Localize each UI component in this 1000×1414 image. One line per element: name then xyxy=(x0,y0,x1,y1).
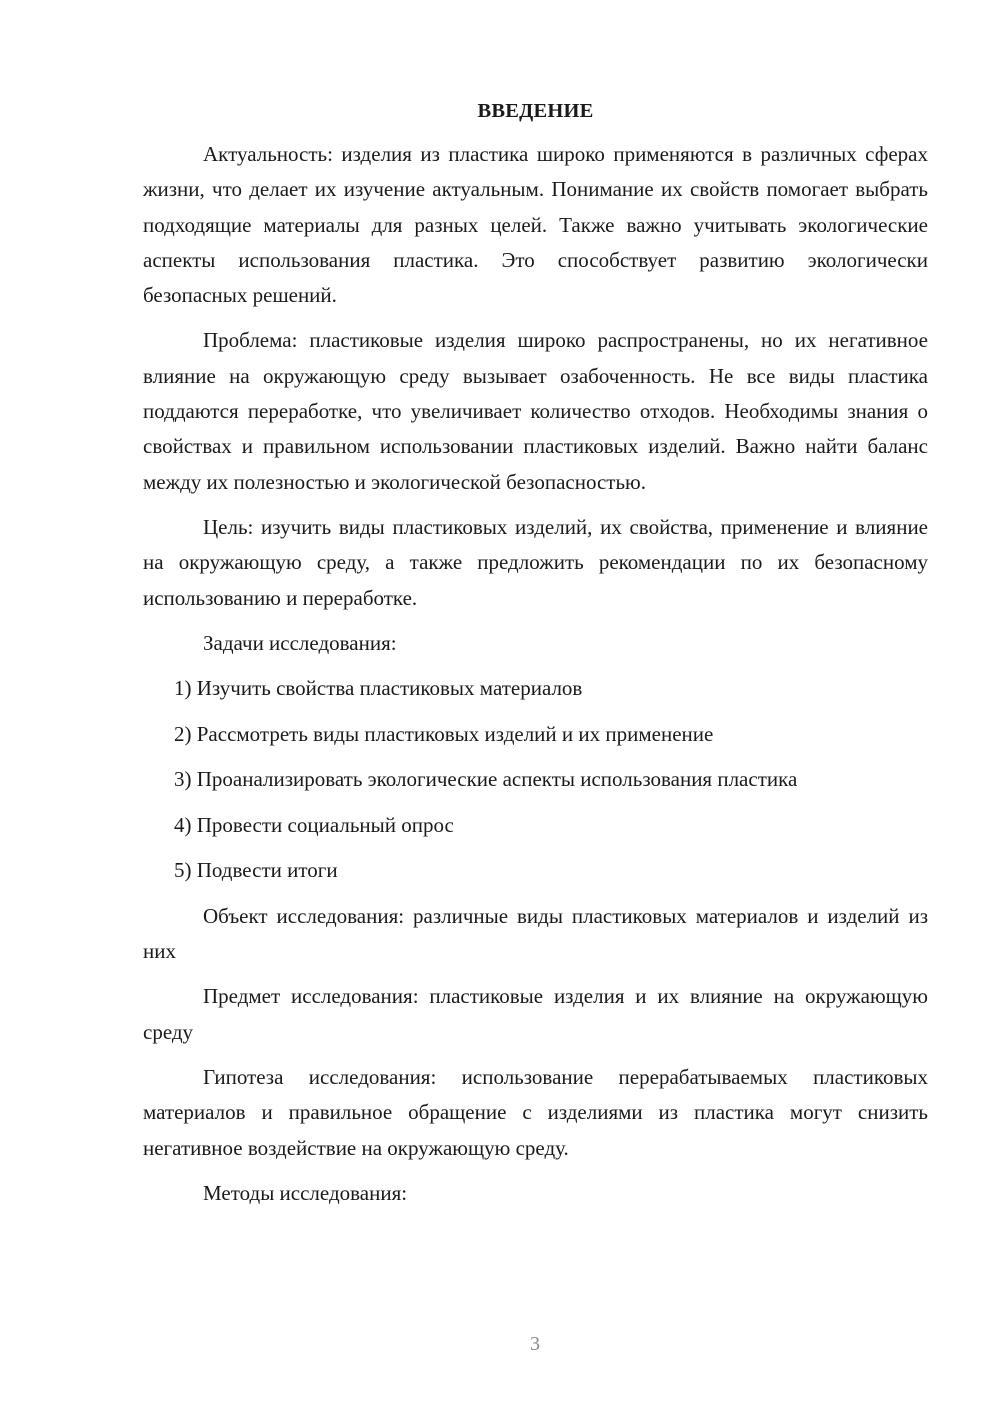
list-item: 3) Проанализировать экологические аспекты использования пластика xyxy=(174,767,798,792)
paragraph-object: Объект исследования: различные виды пластиковых материалов и изделий из них xyxy=(143,903,928,964)
list-item: 1) Изучить свойства пластиковых материалов xyxy=(174,676,583,701)
section-title: ВВЕДЕНИЕ xyxy=(477,100,594,122)
paragraph-subject: Предмет исследования: пластиковые изделия и их влияние на окружающую среду xyxy=(143,984,928,1044)
list-item: 5) Подвести итоги xyxy=(174,858,338,883)
paragraph-relevance: Актуальность: изделия из пластика широко применяются в различных сферах жизни, что делает их изучение актуальным. Понимание их свойств помогает выбрать подходящие материалы для разных целей. Также важно учитывать экологические аспекты использования пластика. Это способствует развитию экологически безопасных решений. xyxy=(143,142,928,308)
paragraph-hypothesis: Гипотеза исследования: использование перерабатываемых пластиковых материалов и правильное обращение с изделиями из пластика могут снизить негативное воздействие на окружающую среду. xyxy=(143,1064,928,1160)
tasks-list xyxy=(143,671,928,888)
page-content xyxy=(143,96,928,1221)
list-item: 4) Провести социальный опрос xyxy=(174,812,454,837)
page-number: 3 xyxy=(530,1333,540,1355)
paragraph-problem: Проблема: пластиковые изделия широко распространены, но их негативное влияние на окружающую среду вызывает озабоченность. Не все виды пластика поддаются переработке, что увеличивает количество отходов. Необходимы знания о свойствах и правильном использовании пластиковых изделий. Важно найти баланс между их полезностью и экологической безопасностью. xyxy=(143,328,928,494)
tasks-heading: Задачи исследования: xyxy=(203,630,397,655)
list-item: 2) Рассмотреть виды пластиковых изделий и их применение xyxy=(174,721,714,746)
methods-heading: Методы исследования: xyxy=(203,1180,408,1205)
paragraph-goal: Цель: изучить виды пластиковых изделий, их свойства, применение и влияние на окружающую среду, а также предложить рекомендации по их безопасному использованию и переработке. xyxy=(143,514,928,610)
